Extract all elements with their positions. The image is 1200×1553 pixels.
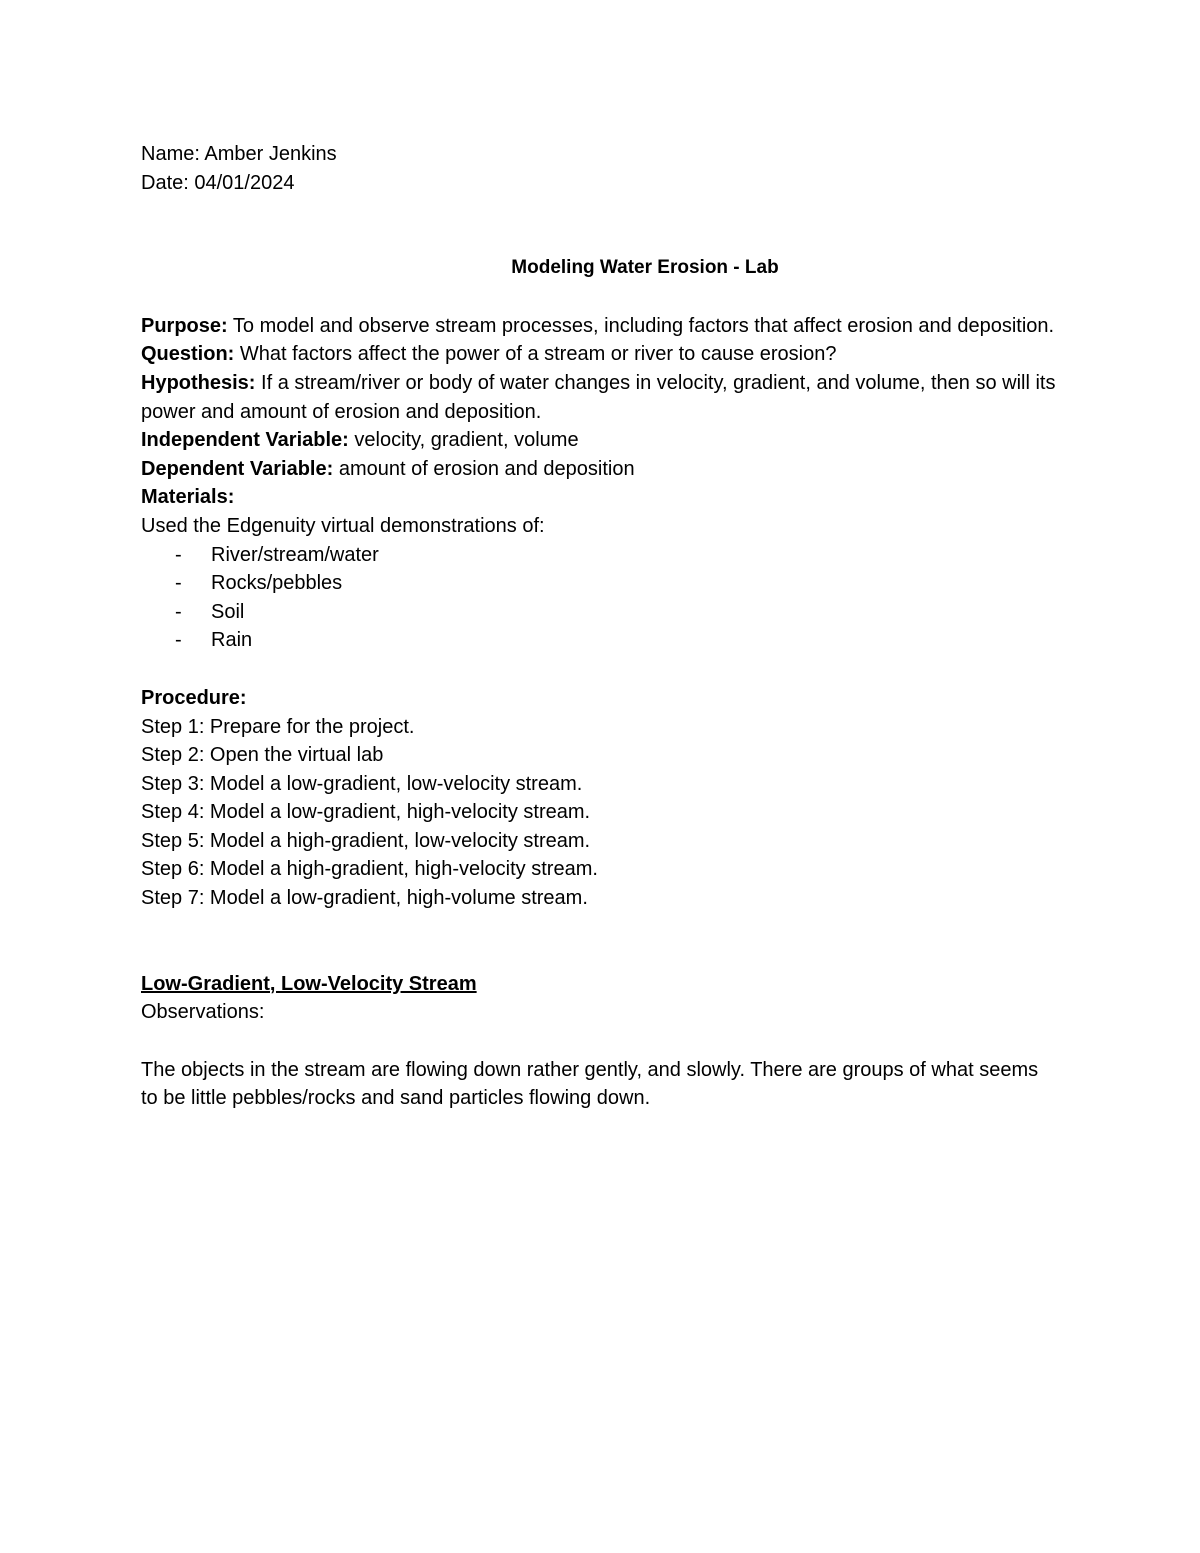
procedure-step: Step 6: Model a high-gradient, high-velocity stream. — [141, 858, 598, 881]
document-page — [141, 140, 1061, 1113]
procedure-label: Procedure: — [141, 686, 247, 709]
purpose-text: To model and observe stream processes, including factors that affect erosion and deposition. — [227, 314, 1055, 337]
material-item: Rain — [211, 629, 253, 652]
question-text: What factors affect the power of a stream or river to cause erosion? — [234, 343, 837, 366]
observations-label: Observations: — [141, 1001, 265, 1024]
section-heading: Low-Gradient, Low-Velocity Stream — [141, 972, 477, 995]
procedure-step: Step 5: Model a high-gradient, low-velocity stream. — [141, 829, 591, 852]
list-item — [141, 598, 1061, 627]
list-bullet: - — [175, 629, 182, 652]
dependent-variable-line — [141, 455, 1061, 484]
document-title: Modeling Water Erosion - Lab — [511, 257, 779, 279]
material-item: Rocks/pebbles — [211, 572, 343, 595]
independent-variable-line — [141, 426, 1061, 455]
procedure-step: Step 2: Open the virtual lab — [141, 744, 384, 767]
dependent-variable-text: amount of erosion and deposition — [333, 457, 635, 480]
hypothesis-label: Hypothesis: — [141, 371, 256, 394]
procedure-step: Step 7: Model a low-gradient, high-volume stream. — [141, 887, 588, 910]
observations-text: The objects in the stream are flowing down rather gently, and slowly. There are groups of what seems to be little pebbles/rocks and sand particles flowing down. — [141, 1058, 1039, 1110]
hypothesis-paragraph — [141, 369, 1061, 426]
hypothesis-text: If a stream/river or body of water changes in velocity, gradient, and volume, then so will its power and amount of erosion and deposition. — [141, 371, 1056, 423]
list-bullet: - — [175, 572, 182, 595]
purpose-paragraph — [141, 312, 1061, 341]
question-label: Question: — [141, 343, 235, 366]
list-item — [141, 626, 1061, 655]
list-item — [141, 541, 1061, 570]
independent-variable-label: Independent Variable: — [141, 429, 349, 452]
procedure-step: Step 1: Prepare for the project. — [141, 715, 415, 738]
list-item — [141, 569, 1061, 598]
materials-label: Materials: — [141, 486, 235, 509]
materials-list — [141, 541, 1061, 655]
independent-variable-text: velocity, gradient, volume — [348, 429, 579, 452]
purpose-label: Purpose: — [141, 314, 228, 337]
materials-intro: Used the Edgenuity virtual demonstrations of: — [141, 514, 545, 537]
material-item: River/stream/water — [211, 543, 379, 566]
name-line: Name: Amber Jenkins — [141, 143, 337, 165]
question-paragraph — [141, 340, 1061, 369]
list-bullet: - — [175, 543, 182, 566]
procedure-step: Step 3: Model a low-gradient, low-velocity stream. — [141, 772, 583, 795]
date-line: Date: 04/01/2024 — [141, 171, 295, 194]
procedure-step: Step 4: Model a low-gradient, high-velocity stream. — [141, 801, 591, 824]
dependent-variable-label: Dependent Variable: — [141, 457, 334, 480]
list-bullet: - — [175, 600, 182, 623]
material-item: Soil — [211, 600, 245, 623]
